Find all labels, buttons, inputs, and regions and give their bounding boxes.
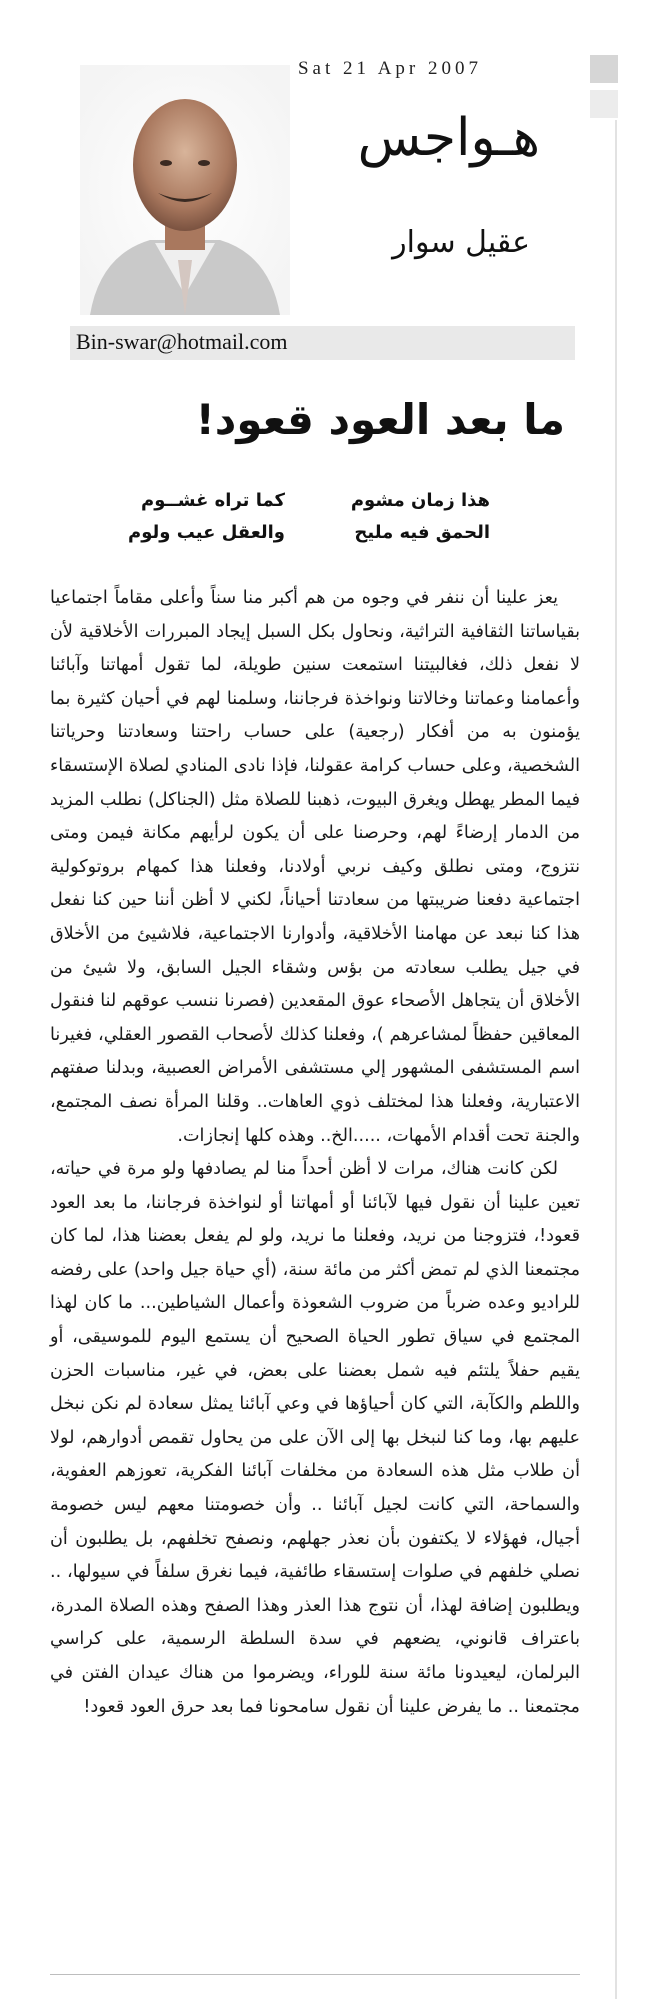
article-paragraph: لكن كانت هناك، مرات لا أظن أحداً منا لم يصادفها ولو مرة في حياته، تعين علينا أن نقول فيها لآبائنا أو أمهاتنا أو لنواخذة فرجاننا، ما بعد العود قعود!، فتزوجنا من نريد، وفعلنا ما نريد، ولو لم يفعل بعضنا هذا، لما كان مجتمعنا الذي لم تمض أكثر من مائة سنة، (أي حياة جيل واحد) على رفضه للراديو وعده ضرباً من ضروب الشعوذة وأعمال الشياطين... ما كان لهذا المجتمع في سياق تطور الحياة الصحيح أن يستمع اليوم للموسيقى، أو يقيم حفلاً يلتئم فيه شمل بعضنا على بعض، في غير، مناسبات الحزن واللطم والكآبة، التي كان أحياؤها في وعي آبائنا يمثل سعادة لم نكن نبخل عليهم بها، وما كنا لنبخل بها إلى الآن على من يحاول تقمص أدوارهم، لولا أن طلاب مثل هذه السعادة من مخلفات آبائنا الفكرية، تعوزهم العفوية، والسماحة، التي كانت لجيل آبائنا .. وأن خصومتنا معهم ليس خصومة أجيال، فهؤلاء لا يكتفون بأن نعذر جهلهم، ونصفح تخلفهم، بل يطلبون أن نصلي خلفهم في صلوات إستسقاء طائفية، فيما نغرق سلفاً في سيولها، .. ويطلبون إضافة لهذا، أن نتوج هذا العذر وهذا الصفح وهذه الصلاة المدرة، باعتراف قانوني، يضعهم في سدة السلطة الرسمية، على كراسي البرلمان، ليعيدونا مائة سنة للوراء، ويضرموا من هناك عيدان الفتن في مجتمعنا .. ما يفرض علينا أن نقول سامحونا فما بعد حرق العود قعود! bbox=[50, 1159, 580, 1717]
column-title: هـواجس bbox=[357, 108, 540, 168]
author-email-link[interactable]: Bin-swar@hotmail.com bbox=[76, 329, 288, 354]
article-headline: ما بعد العود قعود! bbox=[195, 395, 565, 444]
right-divider bbox=[615, 120, 617, 1999]
author-portrait bbox=[80, 65, 290, 315]
verse-line: والعقل عيب ولوم bbox=[128, 522, 285, 543]
verse-left-column bbox=[60, 485, 285, 549]
verse-line: هذا زمان مشوم bbox=[350, 490, 490, 511]
verse-line: كما تراه غشــوم bbox=[141, 490, 285, 511]
scroll-thumb[interactable] bbox=[590, 55, 618, 83]
email-bar bbox=[70, 326, 575, 360]
scroll-track-block bbox=[590, 90, 618, 118]
issue-date: Sat 21 Apr 2007 bbox=[297, 58, 482, 79]
verse-line: الحمق فيه مليح bbox=[354, 522, 490, 543]
article-body bbox=[50, 582, 580, 1724]
verse-right-column bbox=[285, 485, 490, 549]
article-paragraph: يعز علينا أن ننفر في وجوه من هم أكبر منا سناً وأعلى مقاماً اجتماعيا بقياساتنا الثقافية التراثية، ونحاول بكل السبل إيجاد المبررات الأخلاقية لأن لا نفعل ذلك، فغالبيتنا استمعت سنين طويلة، لما تقول أمهاتنا وآبائنا وأعمامنا وعماتنا وخالاتنا ونواخذة فرجاننا، وسلمنا لهم في أحيان كثيرة بما يؤمنون به من أفكار (رجعية) على حساب راحتنا وسعادتنا وحرياتنا الشخصية، وعلى حساب كرامة عقولنا، فإذا نادى المنادي لصلاة الإستسقاء فيما المطر يهطل ويغرق البيوت، ذهبنا للصلاة مثل (الجناكل) نطلب المزيد من الدمار إرضاءً لهم، وحرصنا على أن يكون لرأيهم مكانة فيمن ومتى نتزوج، ومتى نطلق وكيف نربي أولادنا، وفعلنا هذا كمهام بروتوكولية اجتماعية دفعنا ضريبتها من سعادتنا أحياناً، لكني لا أظن أننا حين كنا نفعل هذا كنا نبعد عن مهامنا الأخلاقية، وأدوارنا الاجتماعية، فلاشيئ من الأخلاق في جيل يطلب سعادته من بؤس وشقاء الجيل السابق، ولا شيئ من الأخلاق أن يتجاهل الأصحاء عوق المقعدين (فصرنا ننسب عوقهم لنا فنقول المعاقين حفظاً لمشاعرهم )، وفعلنا كذلك لأصحاب القصور العقلي، فغيرنا اسم المستشفى المشهور إلي مستشفى الأمراض العصبية، وبدلنا صفتهم الاعتبارية، وفعلنا هذا لمختلف ذوي العاهات.. وقلنا المرأة نصف المجتمع، والجنة تحت أقدام الأمهات، .....الخ.. وهذه كلها إنجازات. bbox=[50, 588, 580, 1146]
author-name: عقيل سوار bbox=[392, 225, 530, 260]
bottom-divider bbox=[50, 1974, 580, 1975]
